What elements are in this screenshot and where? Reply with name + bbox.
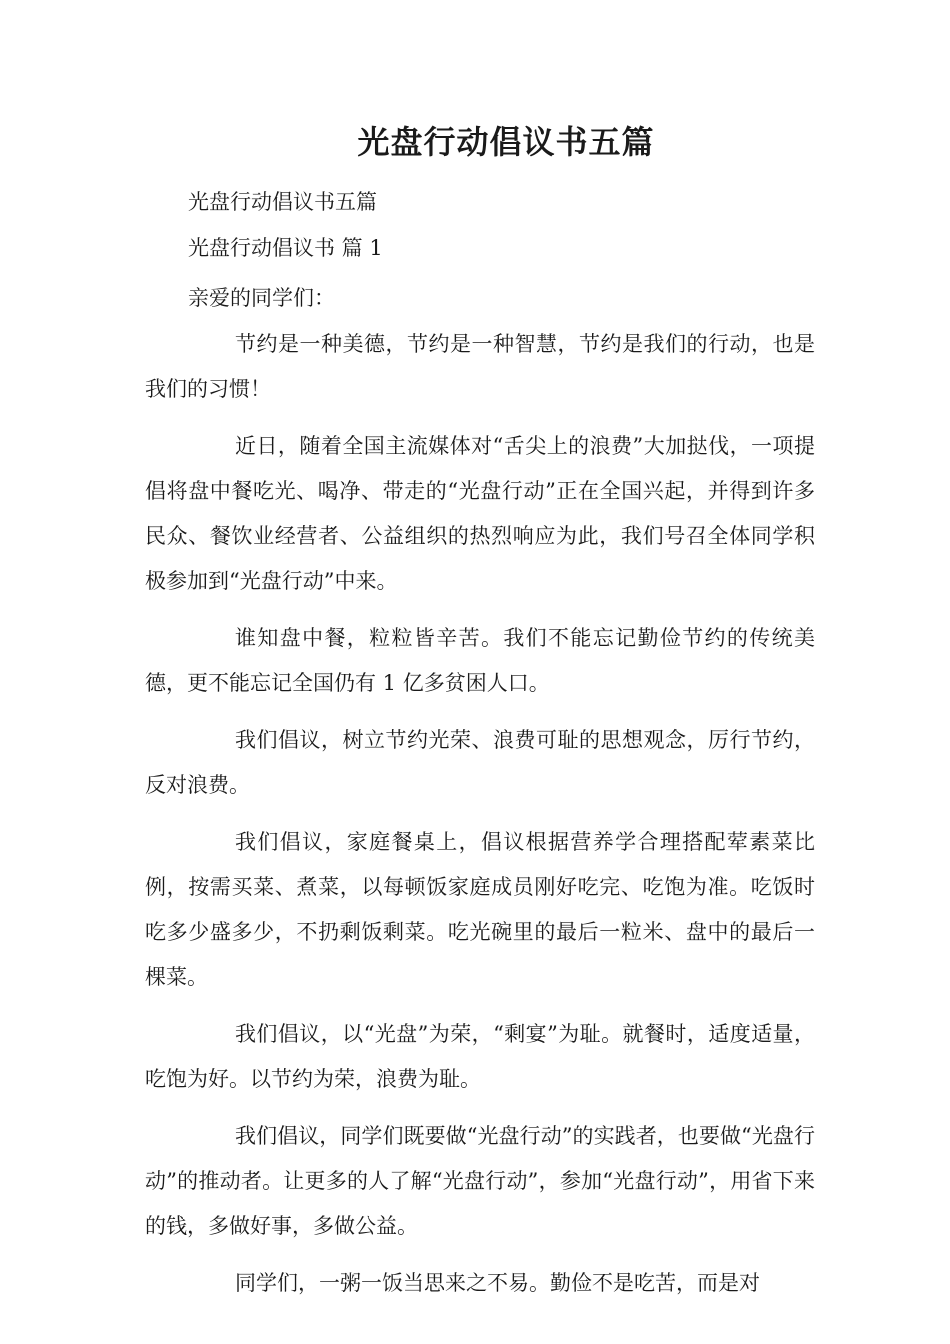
paragraph: 近日，随着全国主流媒体对“舌尖上的浪费”大加挞伐，一项提倡将盘中餐吃光、喝净、带走的“光盘行动”正在全国兴起，并得到许多民众、餐饮业经营者、公益组织的热烈响应为此，我们号召全体同学积极参加到“光盘行动”中来。 [145, 434, 815, 593]
document-body [145, 322, 815, 1318]
paragraph: 我们倡议，树立节约光荣、浪费可耻的思想观念，厉行节约，反对浪费。 [145, 728, 815, 797]
paragraph: 节约是一种美德，节约是一种智慧，节约是我们的行动，也是我们的习惯！ [145, 332, 815, 401]
section-heading: 光盘行动倡议书 篇 1 [188, 236, 383, 260]
paragraph: 我们倡议，同学们既要做“光盘行动”的实践者，也要做“光盘行动”的推动者。让更多的人了解“光盘行动”，参加“光盘行动”，用省下来的钱，多做好事，多做公益。 [145, 1124, 815, 1238]
paragraph: 谁知盘中餐，粒粒皆辛苦。我们不能忘记勤俭节约的传统美德，更不能忘记全国仍有 1 亿多贫困人口。 [145, 626, 815, 695]
paragraph: 同学们，一粥一饭当思来之不易。勤俭不是吃苦，而是对 [235, 1271, 760, 1295]
paragraph: 我们倡议，以“光盘”为荣，“剩宴”为耻。就餐时，适度适量，吃饱为好。以节约为荣，浪费为耻。 [145, 1022, 815, 1091]
paragraph: 我们倡议，家庭餐桌上，倡议根据营养学合理搭配荤素菜比例，按需买菜、煮菜，以每顿饭家庭成员刚好吃完、吃饱为准。吃饭时吃多少盛多少，不扔剩饭剩菜。吃光碗里的最后一粒米、盘中的最后一棵菜。 [145, 830, 815, 989]
document-subtitle: 光盘行动倡议书五篇 [188, 190, 377, 214]
document-title: 光盘行动倡议书五篇 [357, 123, 655, 161]
salutation: 亲爱的同学们： [188, 286, 335, 310]
